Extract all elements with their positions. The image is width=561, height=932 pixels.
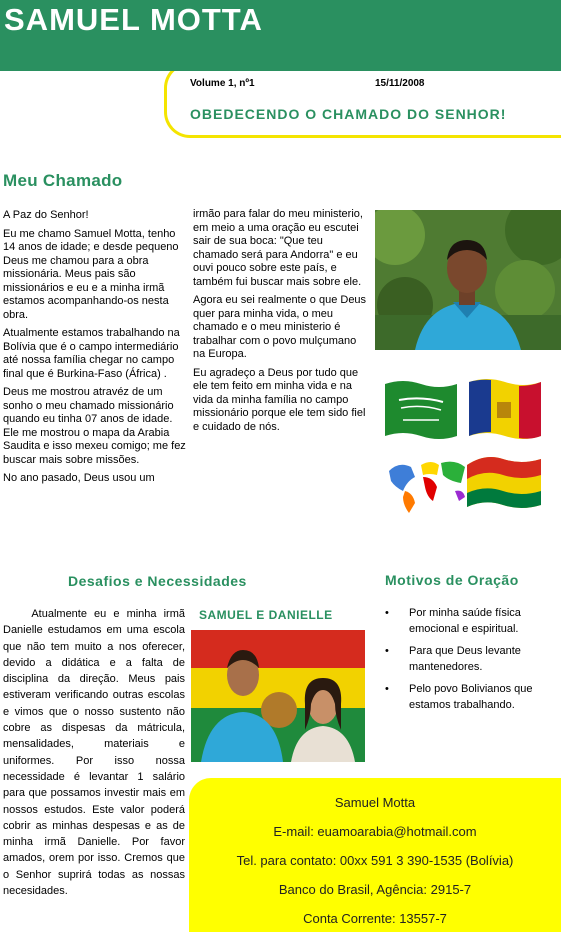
paragraph: Deus me mostrou atravéz de um sonho o meu chamado missionário quando eu tinha 07 anos de idade. Ele me mostrou o mapa da Arabia Saudita e isso mexeu comigo; me fez buscar mais sobre missões. — [3, 386, 186, 466]
contact-account: Conta Corrente: 13557-7 — [303, 911, 447, 926]
contact-phone: Tel. para contato: 00xx 591 3 390-1535 (Bolívia) — [236, 853, 514, 868]
list-item: • Pelo povo Bolivianos que estamos trabalhando. — [385, 681, 561, 713]
contact-name: Samuel Motta — [334, 795, 416, 810]
paragraph: Eu agradeço a Deus por tudo que ele tem feito em minha vida e na vida da minha família no campo missionário porque ele tem sido fiel e cuidado de nós. — [193, 366, 366, 433]
tagline: OBEDECENDO O CHAMADO DO SENHOR! — [190, 106, 507, 122]
paragraph: Agora eu sei realmente o que Deus quer para minha vida, o meu chamado e o meu ministerio é trabalhar com o povo mulçumano na Europa. — [193, 294, 367, 360]
paragraph: A Paz do Senhor! — [3, 209, 89, 221]
desafios-paragraph: Atualmente eu e minha irmã Danielle estudamos em uma escola que não tem muito a nos oferecer, devido a didática e a falta de disciplina da direção. Meus pais estiveram verificando outras escolas e vimos que o nosso sustento não cobre as dispesas da mátricula, mensalidades, materiais e uniformes. Por isso nossa necessidade é levantar 1 salário para que possamos investir mais em nossos estudos. Este valor poderá cobrir as minhas despesas e as de minha irmã Danielle. Por favor amados, orem por isso. Cremos que o Senhor suprirá todas as nossas necesidades. — [3, 608, 189, 898]
contact-bank: Banco do Brasil, Agência: 2915-7 — [278, 882, 472, 897]
article-column-1 — [3, 209, 187, 491]
section-title-meu-chamado: Meu Chamado — [3, 171, 123, 190]
contact-email: E-mail: euamoarabia@hotmail.com — [273, 824, 477, 839]
prayer-list — [385, 605, 561, 719]
issue-date: 15/11/2008 — [375, 78, 425, 89]
section-title-desafios: Desafios e Necessidades — [68, 573, 247, 589]
list-item: • Por minha saúde física emocional e espiritual. — [385, 605, 561, 637]
paragraph: irmão para falar do meu ministerio, em meio a uma oração eu escutei sair de sua boca: "Que teu chamado será para Andorra" e eu ouvi pouco sobre este país, e também fui buscar mais sobre ele. — [193, 208, 363, 288]
header-band-extension — [164, 62, 561, 71]
photo-samuel-danielle — [191, 630, 365, 762]
newsletter-title: SAMUEL MOTTA — [4, 2, 263, 37]
issue-info-box — [164, 62, 561, 138]
paragraph: No ano pasado, Deus usou um — [3, 472, 155, 484]
section-title-motivos: Motivos de Oração — [385, 572, 519, 588]
photo-caption: SAMUEL E DANIELLE — [199, 608, 333, 622]
volume-number: Volume 1, nº1 — [190, 78, 255, 89]
photo-samuel — [375, 210, 561, 350]
world-map-bolivia-flag — [385, 451, 545, 517]
list-item: • Para que Deus levante mantenedores. — [385, 643, 561, 675]
paragraph: Eu me chamo Samuel Motta, tenho 14 anos de idade; e desde pequeno Deus me chamou para a obra missionária. Meus pais são missionários e eu e a minha irmã estamos acompanhando-os nesta obra. — [3, 227, 179, 321]
paragraph: Atualmente estamos trabalhando na Bolívia que é o campo intermediário até nossa família chegar no campo final que é Burkina-Faso (África) . — [3, 327, 180, 380]
article-column-2 — [193, 208, 368, 439]
flags-saudi-andorra — [383, 378, 545, 444]
